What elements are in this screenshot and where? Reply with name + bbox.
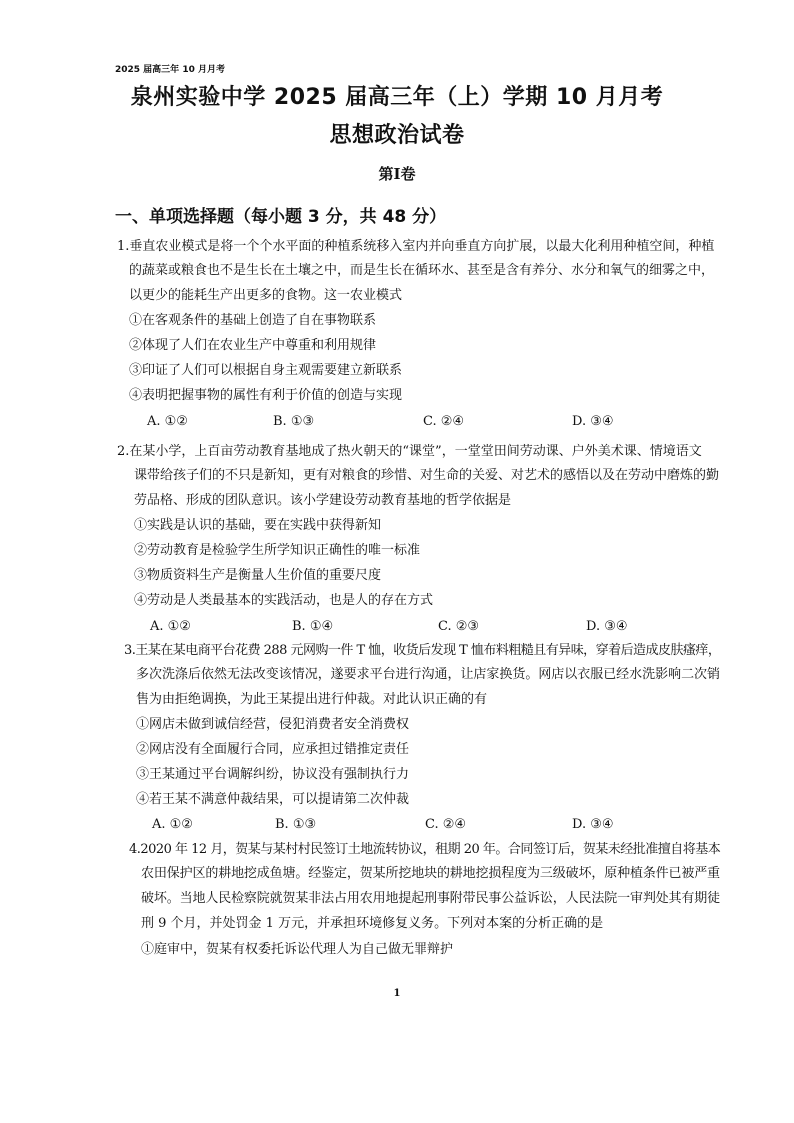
- statement: ④劳动是人类最基本的实践活动，也是人的存在方式: [134, 593, 434, 608]
- volume-label: 第Ⅰ卷: [378, 165, 416, 183]
- option-d: D. ③④: [572, 414, 614, 429]
- question-stem-line: 破坏。当地人民检察院就贺某非法占用农用地提起刑事附带民事公益诉讼，人民法院一审判处其有期徒: [141, 891, 721, 906]
- statement: ①庭审中，贺某有权委托诉讼代理人为自己做无罪辩护: [141, 942, 454, 957]
- option-a: A. ①②: [152, 817, 193, 832]
- option-c: C. ②④: [425, 817, 467, 832]
- option-d: D. ③④: [572, 817, 614, 832]
- statement: ③王某通过平台调解纠纷，协议没有强制执行力: [136, 767, 410, 782]
- question-stem-line: 课带给孩子们的不只是新知，更有对粮食的珍惜、对生命的关爱、对艺术的感悟以及在劳动中磨炼的勤: [134, 468, 720, 483]
- option-a: A. ①②: [147, 414, 188, 429]
- statement: ②网店没有全面履行合同，应承担过错推定责任: [136, 742, 410, 757]
- exam-subject-title: 思想政治试卷: [329, 123, 465, 148]
- statement: ①在客观条件的基础上创造了自在事物联系: [129, 313, 377, 328]
- statement: ②劳动教育是检验学生所学知识正确性的唯一标准: [134, 543, 421, 558]
- statement: ②体现了人们在农业生产中尊重和利用规律: [129, 338, 377, 353]
- section-title: 一、单项选择题（每小题 3 分，共 48 分）: [115, 207, 447, 227]
- statement: ④表明把握事物的属性有利于价值的创造与实现: [129, 388, 403, 403]
- option-c: C. ②③: [438, 619, 480, 634]
- option-b: B. ①④: [292, 619, 334, 634]
- statement: ③物质资料生产是衡量人生价值的重要尺度: [134, 568, 382, 583]
- statement: ①网店未做到诚信经营，侵犯消费者安全消费权: [136, 717, 410, 732]
- question-stem-line: 多次洗涤后依然无法改变该情况，遂要求平台进行沟通，让店家换货。网店以衣服已经水洗影响二次销: [136, 667, 721, 682]
- option-d: D. ③④: [586, 619, 628, 634]
- question-stem-line: 农田保护区的耕地挖成鱼塘。经鉴定，贺某所挖地块的耕地挖损程度为三级破坏，原种植条件已被严重: [141, 866, 721, 881]
- option-b: B. ①③: [275, 817, 317, 832]
- option-c: C. ②④: [423, 414, 465, 429]
- statement: ④若王某不满意仲裁结果，可以提请第二次仲裁: [136, 792, 410, 807]
- question-stem-line: 以更少的能耗生产出更多的食物。这一农业模式: [129, 288, 403, 303]
- question-stem-line: 售为由拒绝调换，为此王某提出进行仲裁。对此认识正确的有: [136, 692, 488, 707]
- option-a: A. ①②: [150, 619, 191, 634]
- option-b: B. ①③: [273, 414, 315, 429]
- question-stem-line: 2.在某小学，上百亩劳动教育基地成了热火朝天的“课堂”，一堂堂田间劳动课、户外美术课、情境语文: [117, 444, 702, 459]
- question-stem-line: 4.2020 年 12 月，贺某与某村村民签订土地流转协议，租期 20 年。合同签订后，贺某未经批准擅自将基本: [129, 842, 721, 857]
- statement: ①实践是认识的基础，要在实践中获得新知: [134, 518, 382, 533]
- statement: ③印证了人们可以根据自身主观需要建立新联系: [129, 363, 403, 378]
- question-stem-line: 刑 9 个月，并处罚金 1 万元，并承担环境修复义务。下列对本案的分析正确的是: [141, 916, 604, 931]
- question-stem-line: 1.垂直农业模式是将一个个水平面的种植系统移入室内并向垂直方向扩展，以最大化利用种植空间，种植: [117, 239, 715, 254]
- question-stem-line: 劳品格、形成的团队意识。该小学建设劳动教育基地的哲学依据是: [134, 493, 512, 508]
- question-stem-line: 3.王某在某电商平台花费 288 元网购一件 T 恤，收货后发现 T 恤布料粗糙且有异味，穿着后造成皮肤瘙痒，: [124, 643, 721, 658]
- header-note: 2025 届高三年 10 月月考: [115, 65, 225, 75]
- exam-title: 泉州实验中学 2025 届高三年（上）学期 10 月月考: [130, 85, 664, 110]
- page-number: 1: [393, 988, 401, 999]
- question-stem-line: 的蔬菜或粮食也不是生长在土壤之中，而是生长在循环水、甚至是含有养分、水分和氧气的细雾之中，: [129, 263, 715, 278]
